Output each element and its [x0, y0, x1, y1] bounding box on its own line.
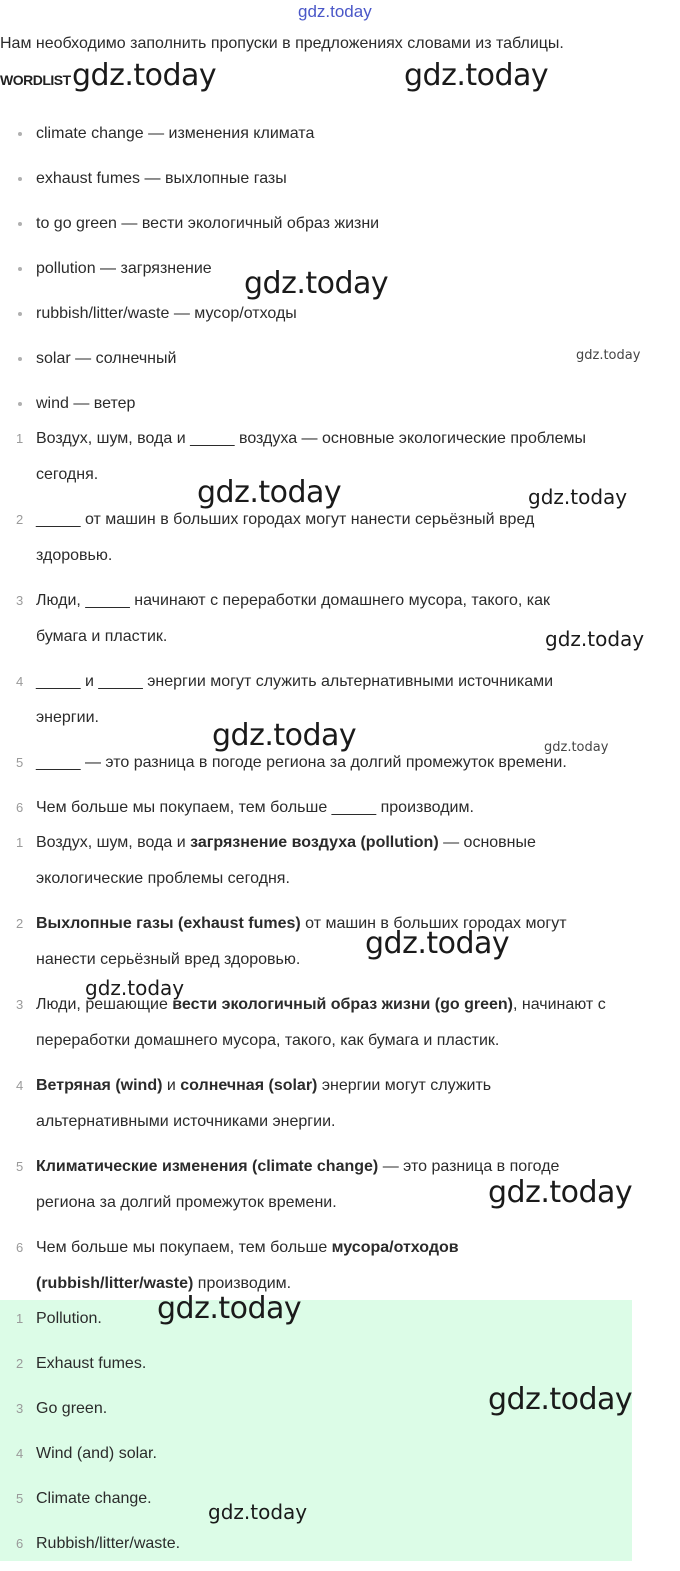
translation-text: от машин в больших городах могут [300, 915, 567, 932]
item-number: 6 [16, 1536, 24, 1551]
watermark: gdz.today [244, 266, 389, 301]
watermark: gdz.today [365, 926, 510, 961]
item-number: 1 [16, 431, 24, 446]
word-entry: rubbish/litter/waste — мусор/отходы [36, 305, 297, 322]
watermark: gdz.today [544, 740, 609, 755]
translation-text: производим. [193, 1275, 292, 1292]
task-item [0, 583, 660, 664]
task-line: Люди, _____ начинают с переработки домашнего мусора, такого, как [36, 592, 551, 609]
translation-item [0, 825, 660, 906]
item-number: 1 [16, 1311, 24, 1326]
word-entry: wind — ветер [36, 395, 136, 412]
answer-text: Exhaust fumes. [36, 1355, 147, 1372]
translation-text: энергии могут служить [317, 1077, 492, 1094]
watermark: gdz.today [157, 1291, 302, 1326]
item-number: 6 [16, 800, 24, 815]
bullet-icon [18, 312, 22, 316]
answer-text: Pollution. [36, 1310, 102, 1327]
watermark: gdz.today [72, 58, 217, 93]
task-line: сегодня. [36, 466, 99, 483]
translation-text: нанести серьёзный вред здоровью. [36, 951, 301, 968]
task-line: Чем больше мы покупаем, тем больше _____ производим. [36, 799, 474, 816]
item-number: 4 [16, 1446, 24, 1461]
watermark: gdz.today [85, 976, 185, 1000]
task-line: Воздух, шум, вода и _____ воздуха — основные экологические проблемы [36, 430, 587, 447]
answer-item [0, 1526, 660, 1571]
word-entry: exhaust fumes — выхлопные газы [36, 170, 287, 187]
task-item [0, 502, 660, 583]
translation-answer: загрязнение воздуха (pollution) [190, 834, 439, 851]
item-number: 3 [16, 1401, 24, 1416]
bullet-icon [18, 402, 22, 406]
item-number: 4 [16, 674, 24, 689]
item-number: 5 [16, 1159, 24, 1174]
translation-text: Люди, решающие [36, 996, 173, 1013]
watermark: gdz.today [545, 627, 645, 651]
task-item [0, 790, 660, 826]
item-number: 6 [16, 1240, 24, 1255]
answer-text: Wind (and) solar. [36, 1445, 157, 1462]
translation-text: — это разница в погоде [378, 1158, 560, 1175]
answer-text: Climate change. [36, 1490, 152, 1507]
translation-text: экологические проблемы сегодня. [36, 870, 290, 887]
word-entry: climate change — изменения климата [36, 125, 315, 142]
item-number: 2 [16, 512, 24, 527]
item-number: 2 [16, 916, 24, 931]
bullet-icon [18, 177, 22, 181]
site-header-link[interactable]: gdz.today [298, 2, 372, 21]
translation-answer: солнечная (solar) [180, 1077, 318, 1094]
translation-answer: Выхлопные газы (exhaust fumes) [36, 915, 301, 932]
item-number: 5 [16, 755, 24, 770]
watermark: gdz.today [488, 1175, 633, 1210]
list-item [0, 158, 680, 203]
translation-item [0, 906, 660, 987]
translation-text: и [162, 1077, 181, 1094]
answer-item [0, 1436, 660, 1481]
wordlist-heading: WORDLIST [0, 72, 71, 88]
task-line: _____ — это разница в погоде региона за долгий промежуток времени. [36, 754, 567, 771]
translation-text: альтернативными источниками энергии. [36, 1113, 336, 1130]
answer-text: Go green. [36, 1400, 108, 1417]
answer-item [0, 1301, 660, 1346]
word-entry: solar — солнечный [36, 350, 177, 367]
watermark: gdz.today [208, 1500, 308, 1524]
item-number: 1 [16, 835, 24, 850]
translation-answer: вести экологичный образ жизни (go green) [172, 996, 513, 1013]
bullet-icon [18, 132, 22, 136]
task-line: бумага и пластик. [36, 628, 168, 645]
translation-answer: Климатические изменения (climate change) [36, 1158, 379, 1175]
item-number: 2 [16, 1356, 24, 1371]
bullet-icon [18, 357, 22, 361]
bullet-icon [18, 267, 22, 271]
watermark: gdz.today [488, 1382, 633, 1417]
task-line: энергии. [36, 709, 99, 726]
translation-text: — основные [438, 834, 536, 851]
item-number: 3 [16, 997, 24, 1012]
word-entry: pollution — загрязнение [36, 260, 212, 277]
translation-item [0, 1068, 660, 1149]
list-item [0, 203, 680, 248]
task-line: _____ от машин в больших городах могут нанести серьёзный вред [36, 511, 535, 528]
translation-item [0, 1230, 660, 1311]
bullet-icon [18, 222, 22, 226]
watermark: gdz.today [576, 348, 641, 363]
answer-list [0, 1301, 660, 1571]
translation-text: региона за долгий промежуток времени. [36, 1194, 337, 1211]
item-number: 5 [16, 1491, 24, 1506]
item-number: 4 [16, 1078, 24, 1093]
translation-answer: мусора/отходов [331, 1239, 459, 1256]
translation-text: Чем больше мы покупаем, тем больше [36, 1239, 332, 1256]
translation-text: , начинают с [512, 996, 606, 1013]
translation-answer: Ветряная (wind) [36, 1077, 163, 1094]
word-entry: to go green — вести экологичный образ жизни [36, 215, 380, 232]
answer-item [0, 1481, 660, 1526]
translation-text: переработки домашнего мусора, такого, как бумага и пластик. [36, 1032, 500, 1049]
list-item [0, 113, 680, 158]
watermark: gdz.today [404, 58, 549, 93]
translation-list [0, 825, 660, 1311]
intro-text: Нам необходимо заполнить пропуски в предложениях словами из таблицы. [0, 35, 564, 52]
translation-text: Воздух, шум, вода и [36, 834, 191, 851]
answer-text: Rubbish/litter/waste. [36, 1535, 181, 1552]
watermark: gdz.today [212, 718, 357, 753]
task-line: здоровью. [36, 547, 113, 564]
item-number: 3 [16, 593, 24, 608]
translation-answer: (rubbish/litter/waste) [36, 1275, 194, 1292]
task-line: _____ и _____ энергии могут служить альтернативными источниками [36, 673, 554, 690]
watermark: gdz.today [528, 485, 628, 509]
watermark: gdz.today [197, 475, 342, 510]
